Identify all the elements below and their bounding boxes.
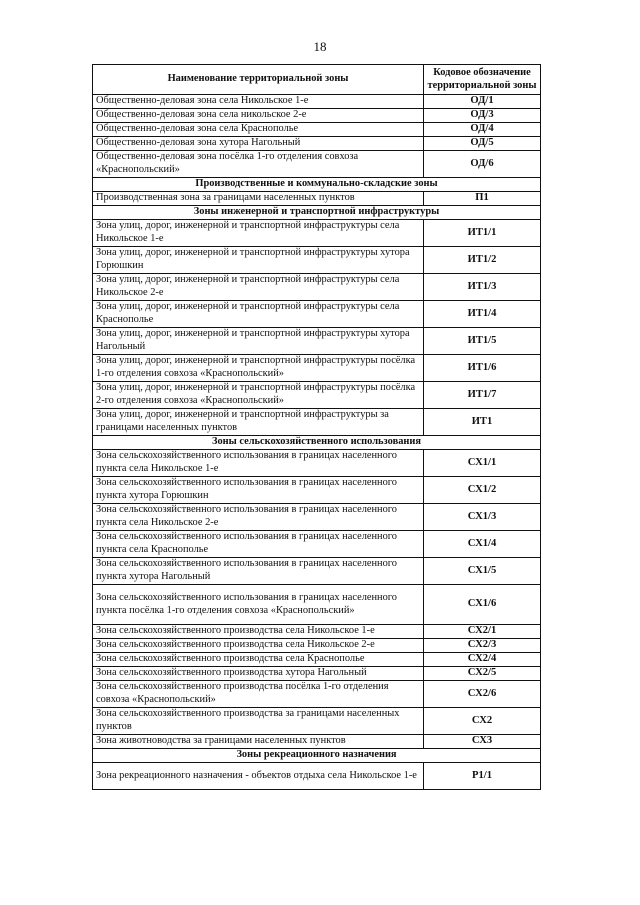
zone-name-cell: Зона сельскохозяйственного использования в границах населенного пункта села Никольское 1-е bbox=[93, 450, 424, 477]
zone-name-cell: Зона сельскохозяйственного использования в границах населенного пункта села Краснополье bbox=[93, 531, 424, 558]
section-title: Зоны инженерной и транспортной инфраструктуры bbox=[93, 206, 541, 220]
table-row bbox=[93, 477, 541, 504]
table-row bbox=[93, 274, 541, 301]
zone-name-cell: Общественно-деловая зона села Никольское 1-е bbox=[93, 95, 424, 109]
zone-name-cell: Общественно-деловая зона посёлка 1-го отделения совхоза «Краснопольский» bbox=[93, 151, 424, 178]
zone-code-cell: СХ1/4 bbox=[424, 531, 541, 558]
zone-code-cell: ИТ1/6 bbox=[424, 355, 541, 382]
zone-name-cell: Зона улиц, дорог, инженерной и транспортной инфраструктуры посёлка 1-го отделения совхоза «Краснопольский» bbox=[93, 355, 424, 382]
table-body bbox=[93, 95, 541, 790]
header-zone-code: Кодовое обозначение территориальной зоны bbox=[424, 65, 541, 95]
table-row bbox=[93, 109, 541, 123]
zone-code-cell: ИТ1 bbox=[424, 409, 541, 436]
table-row bbox=[93, 681, 541, 708]
zone-name-cell: Зона рекреационного назначения - объектов отдыха села Никольское 1-е bbox=[93, 763, 424, 790]
zone-code-cell: ОД/1 bbox=[424, 95, 541, 109]
zone-name-cell: Зона сельскохозяйственного использования в границах населенного пункта хутора Горюшкин bbox=[93, 477, 424, 504]
table-row bbox=[93, 763, 541, 790]
table-row bbox=[93, 123, 541, 137]
section-header-row bbox=[93, 206, 541, 220]
table-row bbox=[93, 355, 541, 382]
zone-code-cell: П1 bbox=[424, 192, 541, 206]
zone-code-cell: ОД/3 bbox=[424, 109, 541, 123]
table-row bbox=[93, 667, 541, 681]
zone-name-cell: Зона сельскохозяйственного производства хутора Нагольный bbox=[93, 667, 424, 681]
zone-code-cell: СХ1/5 bbox=[424, 558, 541, 585]
zone-name-cell: Производственная зона за границами населенных пунктов bbox=[93, 192, 424, 206]
zone-name-cell: Зона животноводства за границами населенных пунктов bbox=[93, 735, 424, 749]
zone-code-cell: Р1/1 bbox=[424, 763, 541, 790]
zones-table bbox=[92, 64, 541, 790]
table-row bbox=[93, 409, 541, 436]
zone-name-cell: Зона улиц, дорог, инженерной и транспортной инфраструктуры хутора Нагольный bbox=[93, 328, 424, 355]
zone-name-cell: Зона сельскохозяйственного производства села Краснополье bbox=[93, 653, 424, 667]
zone-code-cell: СХ2/4 bbox=[424, 653, 541, 667]
zone-code-cell: СХ2/5 bbox=[424, 667, 541, 681]
table-row bbox=[93, 585, 541, 625]
table-row bbox=[93, 450, 541, 477]
zone-code-cell: ОД/5 bbox=[424, 137, 541, 151]
zone-code-cell: ИТ1/3 bbox=[424, 274, 541, 301]
table-row bbox=[93, 151, 541, 178]
section-header-row bbox=[93, 749, 541, 763]
zone-name-cell: Зона улиц, дорог, инженерной и транспортной инфраструктуры посёлка 2-го отделения совхоза «Краснопольский» bbox=[93, 382, 424, 409]
zone-code-cell: ИТ1/1 bbox=[424, 220, 541, 247]
table-row bbox=[93, 558, 541, 585]
section-header-row bbox=[93, 178, 541, 192]
zone-code-cell: СХ2 bbox=[424, 708, 541, 735]
table-row bbox=[93, 247, 541, 274]
zone-name-cell: Зона сельскохозяйственного использования в границах населенного пункта посёлка 1-го отделения совхоза «Краснопольский» bbox=[93, 585, 424, 625]
table-row bbox=[93, 639, 541, 653]
zone-code-cell: ОД/4 bbox=[424, 123, 541, 137]
table-row bbox=[93, 531, 541, 558]
header-zone-name: Наименование территориальной зоны bbox=[93, 65, 424, 95]
zone-name-cell: Зона сельскохозяйственного производства посёлка 1-го отделения совхоза «Краснопольский» bbox=[93, 681, 424, 708]
zone-code-cell: СХ2/3 bbox=[424, 639, 541, 653]
table-header-row bbox=[93, 65, 541, 95]
zone-name-cell: Зона сельскохозяйственного использования в границах населенного пункта села Никольское 2-е bbox=[93, 504, 424, 531]
table-row bbox=[93, 301, 541, 328]
zone-name-cell: Общественно-деловая зона села Краснополье bbox=[93, 123, 424, 137]
zone-code-cell: ИТ1/2 bbox=[424, 247, 541, 274]
zone-code-cell: СХ2/6 bbox=[424, 681, 541, 708]
zone-name-cell: Зона сельскохозяйственного производства села Никольское 1-е bbox=[93, 625, 424, 639]
section-title: Производственные и коммунально-складские зоны bbox=[93, 178, 541, 192]
zone-code-cell: СХ2/1 bbox=[424, 625, 541, 639]
page-number: 18 bbox=[313, 39, 327, 54]
table-row bbox=[93, 220, 541, 247]
table-row bbox=[93, 192, 541, 206]
zone-name-cell: Зона сельскохозяйственного использования в границах населенного пункта хутора Нагольный bbox=[93, 558, 424, 585]
zone-name-cell: Зона улиц, дорог, инженерной и транспортной инфраструктуры села Никольское 1-е bbox=[93, 220, 424, 247]
table-row bbox=[93, 625, 541, 639]
zone-code-cell: СХ1/1 bbox=[424, 450, 541, 477]
zone-name-cell: Общественно-деловая зона села никольское 2-е bbox=[93, 109, 424, 123]
zone-name-cell: Зона улиц, дорог, инженерной и транспортной инфраструктуры за границами населенных пунктов bbox=[93, 409, 424, 436]
zone-code-cell: ОД/6 bbox=[424, 151, 541, 178]
zone-code-cell: СХ3 bbox=[424, 735, 541, 749]
zone-name-cell: Зона улиц, дорог, инженерной и транспортной инфраструктуры хутора Горюшкин bbox=[93, 247, 424, 274]
table-row bbox=[93, 382, 541, 409]
zone-code-cell: СХ1/2 bbox=[424, 477, 541, 504]
section-title: Зоны сельскохозяйственного использования bbox=[93, 436, 541, 450]
zone-code-cell: СХ1/6 bbox=[424, 585, 541, 625]
zone-code-cell: ИТ1/7 bbox=[424, 382, 541, 409]
zone-code-cell: ИТ1/4 bbox=[424, 301, 541, 328]
zone-code-cell: ИТ1/5 bbox=[424, 328, 541, 355]
table-row bbox=[93, 708, 541, 735]
zone-name-cell: Зона улиц, дорог, инженерной и транспортной инфраструктуры села Краснополье bbox=[93, 301, 424, 328]
table-row bbox=[93, 328, 541, 355]
table-row bbox=[93, 653, 541, 667]
section-title: Зоны рекреационного назначения bbox=[93, 749, 541, 763]
section-header-row bbox=[93, 436, 541, 450]
table-row bbox=[93, 95, 541, 109]
table-row bbox=[93, 504, 541, 531]
zone-name-cell: Зона сельскохозяйственного производства за границами населенных пунктов bbox=[93, 708, 424, 735]
zone-name-cell: Зона улиц, дорог, инженерной и транспортной инфраструктуры села Никольское 2-е bbox=[93, 274, 424, 301]
table-row bbox=[93, 735, 541, 749]
zone-name-cell: Общественно-деловая зона хутора Нагольный bbox=[93, 137, 424, 151]
zone-code-cell: СХ1/3 bbox=[424, 504, 541, 531]
zone-name-cell: Зона сельскохозяйственного производства села Никольское 2-е bbox=[93, 639, 424, 653]
table-row bbox=[93, 137, 541, 151]
